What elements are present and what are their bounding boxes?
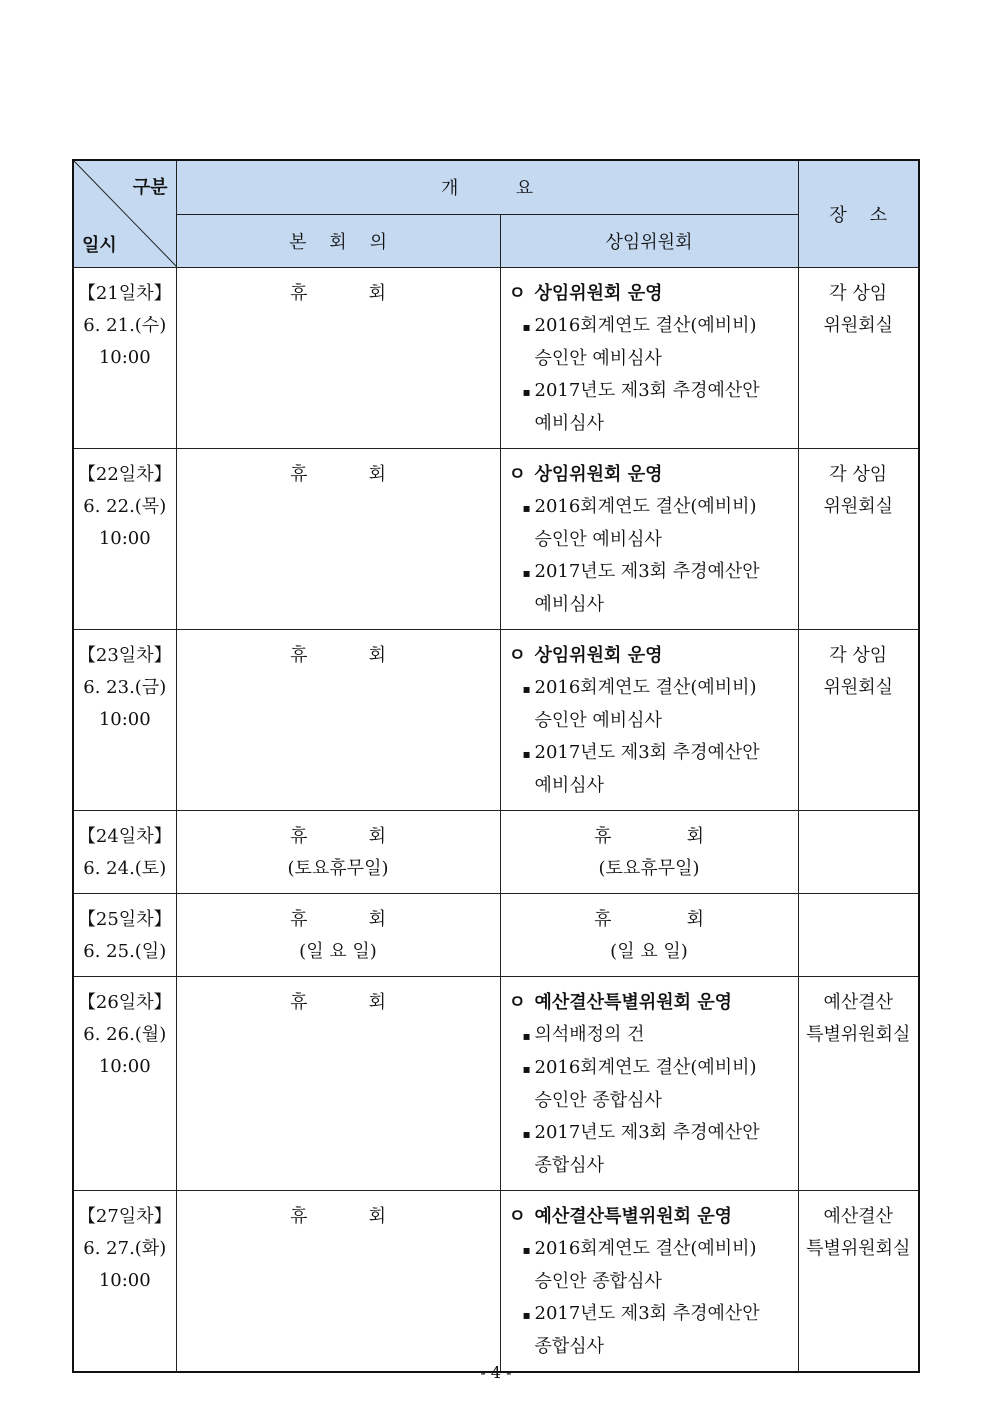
place-text: 위원회실: [823, 677, 894, 698]
place-text: 특별위원회실: [806, 1238, 911, 1259]
plenary-recess-char: 회: [368, 1206, 386, 1227]
date-cell: [73, 630, 176, 811]
committee-heading: [509, 278, 790, 310]
date-date: 6. 22.(목): [83, 496, 167, 517]
place-text: 특별위원회실: [806, 1024, 911, 1045]
date-cell: [73, 1191, 176, 1373]
place-text: 각 상임: [829, 283, 888, 304]
agenda-item: [509, 375, 790, 408]
plenary-header: 본 회 의: [176, 214, 500, 268]
committee-cell: [500, 449, 798, 630]
bullet-icon: ▪: [522, 320, 531, 334]
agenda-item: [509, 1019, 790, 1052]
agenda-item-text: 2017년도 제3회 추경예산안: [534, 561, 760, 582]
committee-heading: [509, 640, 790, 672]
committee-cell: [500, 894, 798, 977]
date-day: 【24일차】: [77, 826, 172, 847]
committee-note: (일 요 일): [610, 941, 688, 962]
date-day: 【22일차】: [77, 464, 172, 485]
committee-heading-text: 예산결산특별위원회 운영: [534, 992, 733, 1013]
place-cell: [798, 1191, 919, 1373]
agenda-item: [509, 556, 790, 589]
agenda-item-continuation: 승인안 예비심사: [534, 710, 662, 731]
agenda-item-text: 2017년도 제3회 추경예산안: [534, 742, 760, 763]
plenary-recess: [290, 904, 386, 936]
schedule-row: [73, 894, 919, 977]
place-cell: [798, 449, 919, 630]
committee-heading: [509, 987, 790, 1019]
agenda-item-text: 2017년도 제3회 추경예산안: [534, 1303, 760, 1324]
plenary-recess-char: 회: [368, 909, 386, 930]
page-number: - 4 -: [480, 1363, 512, 1382]
agenda-item-text: 2016회계연도 결산(예비비): [534, 496, 757, 517]
agenda-item-continuation: 승인안 종합심사: [534, 1090, 662, 1111]
committee-cell: [500, 811, 798, 894]
agenda-item: [509, 737, 790, 770]
plenary-recess-char: 휴: [290, 464, 308, 485]
committee-heading-text: 예산결산특별위원회 운영: [534, 1206, 733, 1227]
circle-marker-icon: ㅇ: [508, 645, 526, 666]
agenda-item-text: 2017년도 제3회 추경예산안: [534, 380, 760, 401]
corner-label-datetime: 일시: [82, 235, 117, 256]
committee-recess-char: 휴: [594, 826, 612, 847]
agenda-item-continuation: 승인안 예비심사: [534, 529, 662, 550]
plenary-recess-char: 회: [368, 464, 386, 485]
committee-recess: [594, 821, 704, 853]
agenda-item-text: 2016회계연도 결산(예비비): [534, 315, 757, 336]
circle-marker-icon: ㅇ: [508, 283, 526, 304]
agenda-item-continuation: 종합심사: [534, 1336, 605, 1357]
committee-note: (토요휴무일): [598, 858, 700, 879]
place-text: 위원회실: [823, 496, 894, 517]
circle-marker-icon: ㅇ: [508, 992, 526, 1013]
agenda-item-text: 2016회계연도 결산(예비비): [534, 1238, 757, 1259]
plenary-cell: [176, 811, 500, 894]
plenary-cell: [176, 894, 500, 977]
plenary-recess-char: 휴: [290, 1206, 308, 1227]
committee-recess-char: 회: [686, 826, 704, 847]
corner-header-cell: [73, 160, 176, 268]
committee-heading: [509, 1201, 790, 1233]
plenary-cell: [176, 1191, 500, 1373]
plenary-recess-char: 휴: [290, 826, 308, 847]
committee-header: 상임위원회: [500, 214, 798, 268]
place-text: 위원회실: [823, 315, 894, 336]
agenda-item: [509, 1052, 790, 1085]
corner-label-category: 구분: [132, 177, 168, 198]
date-time: 10:00: [98, 1056, 151, 1077]
bullet-icon: ▪: [522, 566, 531, 580]
schedule-row: [73, 1191, 919, 1373]
date-date: 6. 25.(일): [83, 941, 167, 962]
schedule-row: [73, 811, 919, 894]
date-day: 【25일차】: [77, 909, 172, 930]
agenda-item: [509, 1233, 790, 1266]
circle-marker-icon: ㅇ: [508, 464, 526, 485]
bullet-icon: ▪: [522, 1243, 531, 1257]
agenda-item-text: 2016회계연도 결산(예비비): [534, 1057, 757, 1078]
date-day: 【27일차】: [77, 1206, 172, 1227]
committee-recess-char: 휴: [594, 909, 612, 930]
plenary-recess: [290, 278, 386, 310]
plenary-note: (토요휴무일): [287, 858, 389, 879]
place-text: 각 상임: [829, 645, 888, 666]
bullet-icon: ▪: [522, 385, 531, 399]
circle-marker-icon: ㅇ: [508, 1206, 526, 1227]
committee-heading-text: 상임위원회 운영: [534, 283, 663, 304]
place-cell: [798, 630, 919, 811]
place-header: 장 소: [798, 160, 919, 268]
place-cell: [798, 977, 919, 1191]
plenary-recess-char: 휴: [290, 283, 308, 304]
date-date: 6. 21.(수): [83, 315, 167, 336]
plenary-recess-char: 회: [368, 283, 386, 304]
date-time: 10:00: [98, 709, 151, 730]
date-day: 【21일차】: [77, 283, 172, 304]
committee-recess-char: 회: [686, 909, 704, 930]
date-date: 6. 24.(토): [83, 858, 167, 879]
overview-header: 개 요: [176, 160, 798, 214]
committee-cell: [500, 630, 798, 811]
agenda-item-text: 의석배정의 건: [534, 1024, 645, 1045]
date-time: 10:00: [98, 347, 151, 368]
bullet-icon: ▪: [522, 501, 531, 515]
date-cell: [73, 977, 176, 1191]
bullet-icon: ▪: [522, 682, 531, 696]
date-day: 【26일차】: [77, 992, 172, 1013]
place-text: 예산결산: [823, 992, 894, 1013]
agenda-item: [509, 1117, 790, 1150]
agenda-item: [509, 310, 790, 343]
committee-heading: [509, 459, 790, 491]
agenda-item-continuation: 예비심사: [534, 775, 605, 796]
date-time: 10:00: [98, 528, 151, 549]
plenary-recess-char: 회: [368, 826, 386, 847]
schedule-row: [73, 449, 919, 630]
date-time: 10:00: [98, 1270, 151, 1291]
plenary-note: (일 요 일): [299, 941, 377, 962]
date-cell: [73, 449, 176, 630]
schedule-row: [73, 268, 919, 449]
plenary-recess-char: 휴: [290, 992, 308, 1013]
plenary-recess: [290, 1201, 386, 1233]
plenary-recess-char: 회: [368, 645, 386, 666]
plenary-recess: [290, 821, 386, 853]
plenary-cell: [176, 449, 500, 630]
agenda-item: [509, 491, 790, 524]
bullet-icon: ▪: [522, 1308, 531, 1322]
plenary-recess: [290, 459, 386, 491]
date-cell: [73, 268, 176, 449]
bullet-icon: ▪: [522, 1062, 531, 1076]
plenary-cell: [176, 268, 500, 449]
agenda-item-text: 2017년도 제3회 추경예산안: [534, 1122, 760, 1143]
plenary-recess: [290, 640, 386, 672]
plenary-cell: [176, 630, 500, 811]
agenda-item-text: 2016회계연도 결산(예비비): [534, 677, 757, 698]
plenary-recess: [290, 987, 386, 1019]
agenda-item-continuation: 승인안 종합심사: [534, 1271, 662, 1292]
date-day: 【23일차】: [77, 645, 172, 666]
schedule-row: [73, 977, 919, 1191]
place-cell: [798, 268, 919, 449]
agenda-item: [509, 672, 790, 705]
date-cell: [73, 811, 176, 894]
plenary-recess-char: 회: [368, 992, 386, 1013]
committee-heading-text: 상임위원회 운영: [534, 464, 663, 485]
agenda-item: [509, 1298, 790, 1331]
plenary-recess-char: 휴: [290, 645, 308, 666]
date-cell: [73, 894, 176, 977]
place-cell: [798, 811, 919, 894]
committee-cell: [500, 1191, 798, 1373]
date-date: 6. 23.(금): [83, 677, 167, 698]
agenda-item-continuation: 예비심사: [534, 413, 605, 434]
schedule-row: [73, 630, 919, 811]
schedule-table: [72, 159, 920, 1373]
committee-cell: [500, 977, 798, 1191]
agenda-item-continuation: 예비심사: [534, 594, 605, 615]
plenary-recess-char: 휴: [290, 909, 308, 930]
agenda-item-continuation: 종합심사: [534, 1155, 605, 1176]
bullet-icon: ▪: [522, 1029, 531, 1043]
plenary-cell: [176, 977, 500, 1191]
bullet-icon: ▪: [522, 1127, 531, 1141]
place-text: 예산결산: [823, 1206, 894, 1227]
committee-recess: [594, 904, 704, 936]
date-date: 6. 26.(월): [83, 1024, 167, 1045]
place-cell: [798, 894, 919, 977]
agenda-item-continuation: 승인안 예비심사: [534, 348, 662, 369]
bullet-icon: ▪: [522, 747, 531, 761]
committee-heading-text: 상임위원회 운영: [534, 645, 663, 666]
place-text: 각 상임: [829, 464, 888, 485]
committee-cell: [500, 268, 798, 449]
date-date: 6. 27.(화): [83, 1238, 167, 1259]
